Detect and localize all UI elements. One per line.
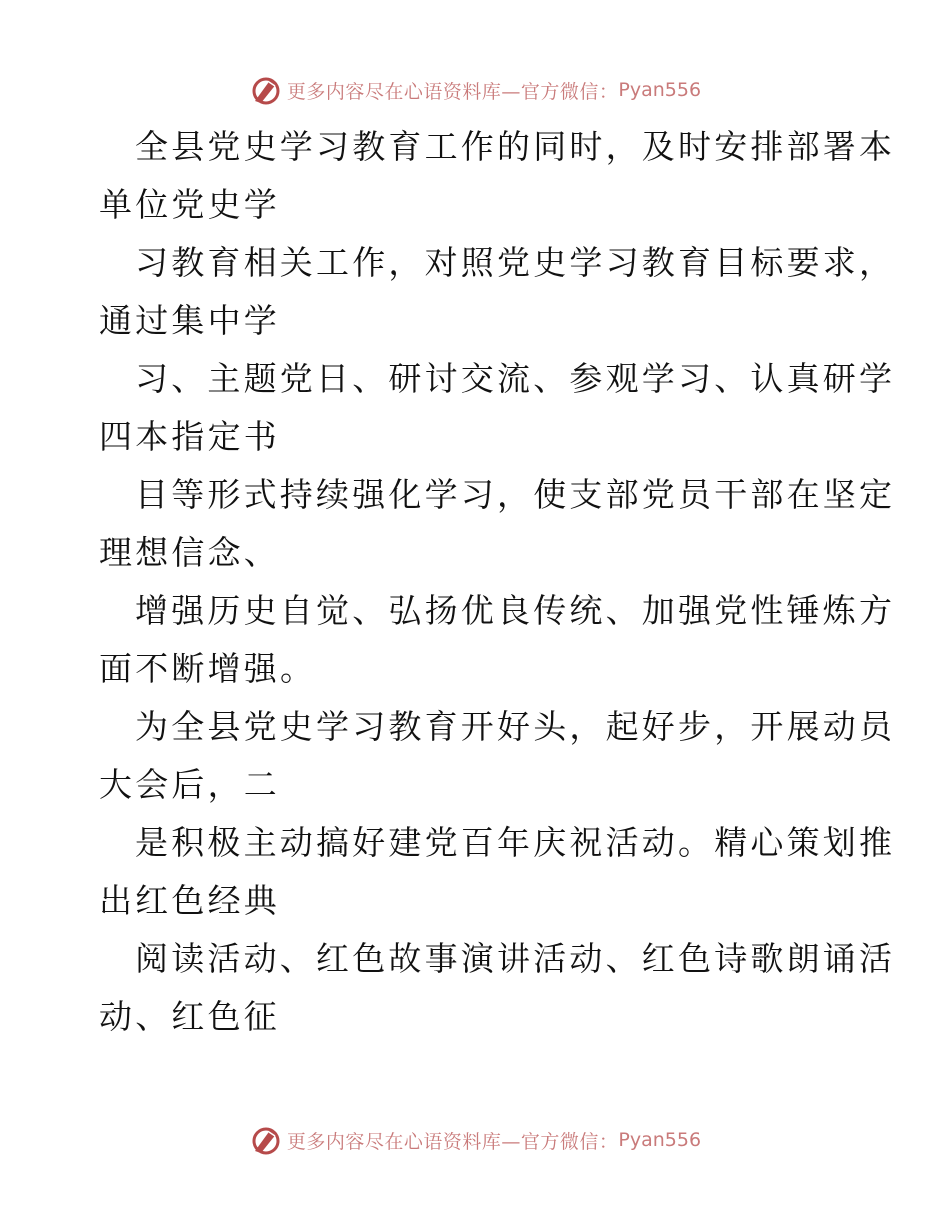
paragraph-line: 习教育相关工作，对照党史学习教育目标要求， bbox=[135, 243, 896, 282]
document-body bbox=[0, 118, 950, 1046]
paragraph bbox=[0, 698, 950, 814]
footer-banner-text: 更多内容尽在心语资料库—官方微信： bbox=[286, 1130, 619, 1153]
paragraph-line: 出红色经典 bbox=[99, 881, 280, 920]
paragraph bbox=[0, 814, 950, 930]
paragraph bbox=[0, 350, 950, 466]
paragraph-line: 习、主题党日、研讨交流、参观学习、认真研学 bbox=[135, 359, 896, 398]
paragraph bbox=[0, 234, 950, 350]
footer-banner bbox=[0, 1120, 950, 1160]
paragraph-line: 通过集中学 bbox=[99, 301, 280, 340]
paragraph-line: 面不断增强。 bbox=[99, 649, 317, 688]
paragraph-line: 理想信念、 bbox=[99, 533, 280, 572]
paragraph-line: 单位党史学 bbox=[99, 185, 280, 224]
paragraph-line: 动、红色征 bbox=[99, 997, 280, 1036]
paragraph-line: 为全县党史学习教育开好头，起好步，开展动员 bbox=[135, 707, 896, 746]
footer-wechat-id: Pyan556 bbox=[618, 1129, 702, 1151]
paragraph-line: 是积极主动搞好建党百年庆祝活动。精心策划推 bbox=[135, 823, 896, 862]
header-banner bbox=[0, 70, 950, 110]
paragraph-line: 全县党史学习教育工作的同时，及时安排部署本 bbox=[135, 127, 896, 166]
header-banner-text: 更多内容尽在心语资料库—官方微信： bbox=[286, 80, 619, 103]
paragraph-line: 目等形式持续强化学习，使支部党员干部在坚定 bbox=[135, 475, 896, 514]
paragraph bbox=[0, 466, 950, 582]
paragraph-line: 大会后，二 bbox=[99, 765, 280, 804]
paragraph-line: 四本指定书 bbox=[99, 417, 280, 456]
header-wechat-id: Pyan556 bbox=[618, 79, 702, 101]
paragraph bbox=[0, 582, 950, 698]
paragraph bbox=[0, 930, 950, 1046]
pen-feather-logo-icon bbox=[249, 73, 283, 107]
paragraph bbox=[0, 118, 950, 234]
paragraph-line: 增强历史自觉、弘扬优良传统、加强党性锤炼方 bbox=[135, 591, 896, 630]
paragraph-line: 阅读活动、红色故事演讲活动、红色诗歌朗诵活 bbox=[135, 939, 896, 978]
pen-feather-logo-icon bbox=[249, 1123, 283, 1157]
